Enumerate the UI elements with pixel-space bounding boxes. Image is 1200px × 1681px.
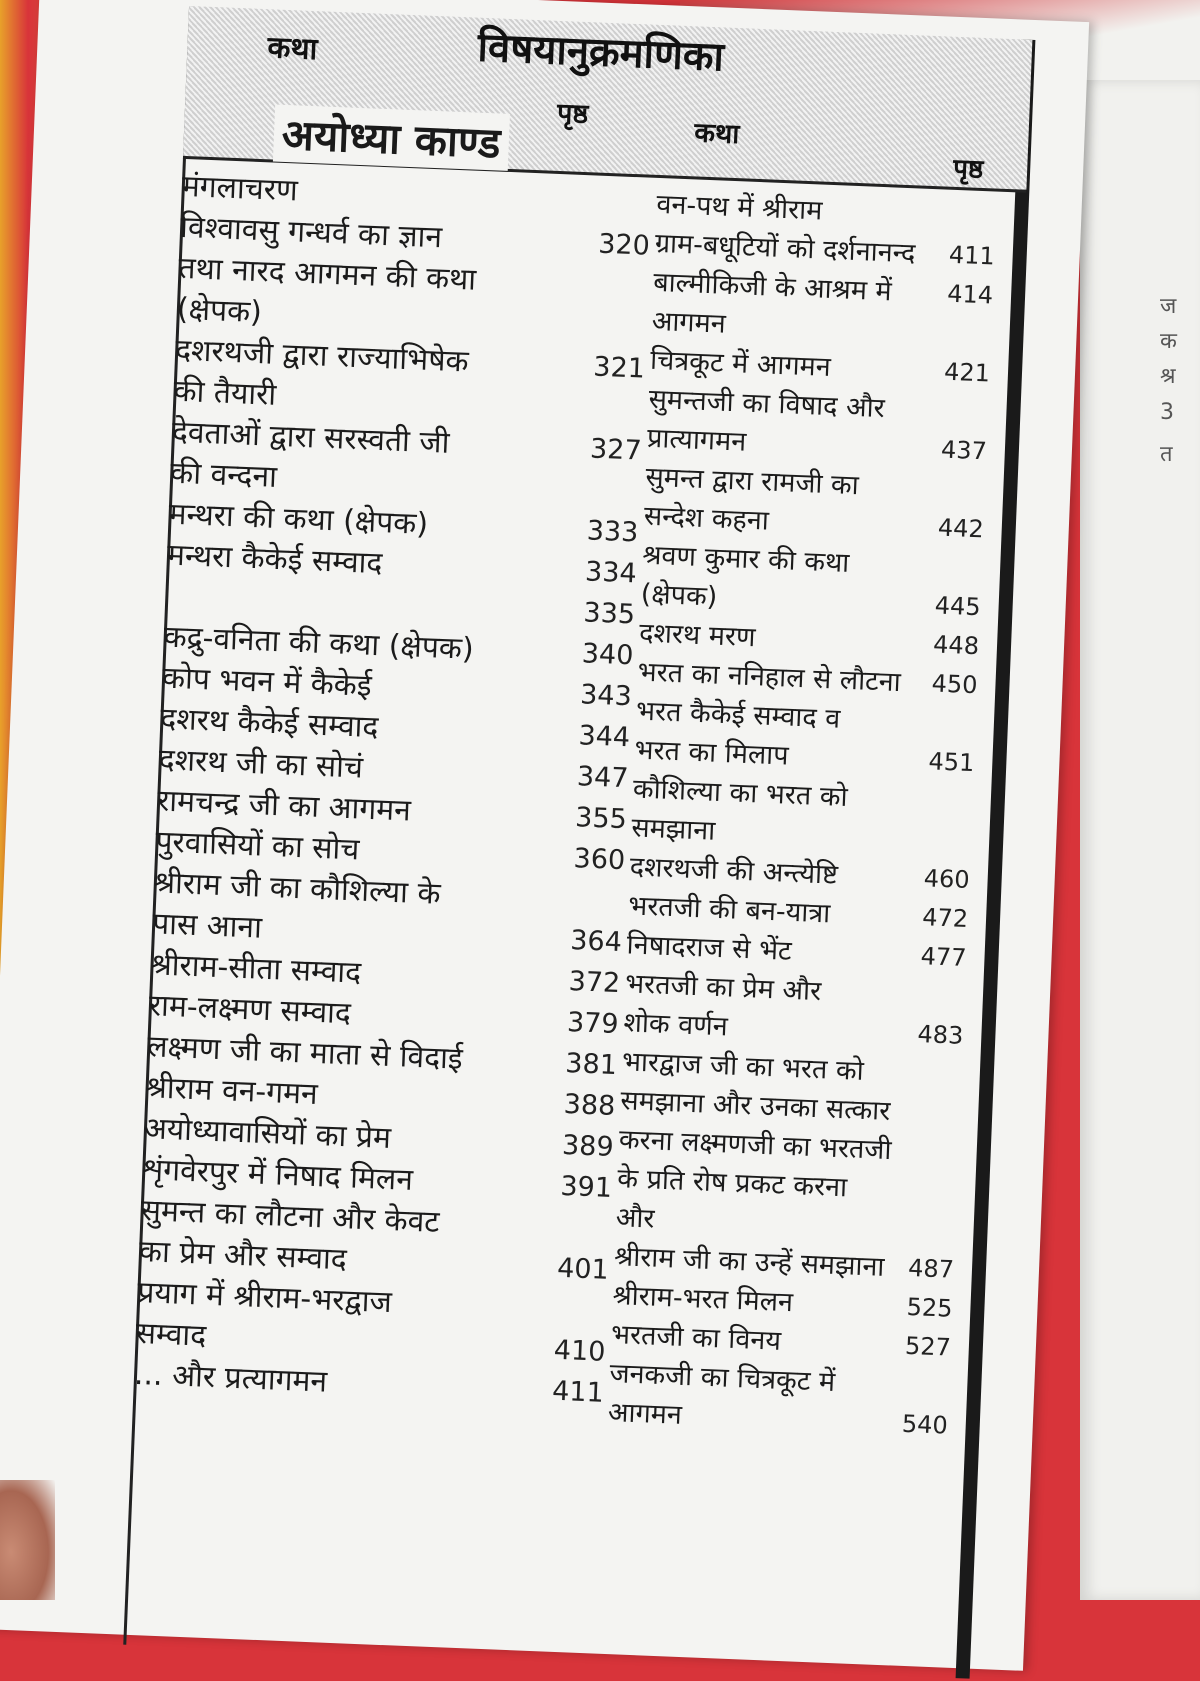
entry-title: आगमन <box>651 305 727 340</box>
entry-page: 401 <box>556 1252 610 1286</box>
entry-title: समझाना और उनका सत्कार <box>619 1085 891 1128</box>
entry-title: दशरथजी की अन्त्येष्टि <box>629 851 839 891</box>
entry-title: ... और प्रत्यागमन <box>133 1356 328 1400</box>
entry-page: 360 <box>573 843 626 877</box>
entry-page: 379 <box>566 1007 620 1041</box>
entry-page: 355 <box>574 802 628 836</box>
entry-title: भरतजी का विनय <box>610 1319 782 1357</box>
next-page-fragment: ज <box>1160 294 1177 319</box>
entry-title: शोक वर्णन <box>623 1007 729 1043</box>
entry-title: शृंगवेरपुर में निषाद मिलन <box>141 1152 414 1198</box>
entry-title: चित्रकूट में आगमन <box>649 344 832 384</box>
section-title: अयोध्या काण्ड <box>273 105 510 171</box>
entry-title: विश्वावसु गन्धर्व का ज्ञान <box>179 209 443 256</box>
entry-page: 343 <box>579 679 633 713</box>
entry-page: 381 <box>564 1047 618 1082</box>
entry-page: 450 <box>931 669 979 700</box>
entry-title: निषादराज से भेंट <box>626 929 793 967</box>
entry-title: कद्रु-वनिता की कथा (क्षेपक) <box>163 619 475 667</box>
entry-page: 540 <box>901 1409 949 1440</box>
next-page-fragment: क <box>1160 329 1177 354</box>
entry-page: 477 <box>920 942 968 972</box>
entry-page: 411 <box>948 240 996 271</box>
entry-page: 327 <box>589 433 643 467</box>
entry-title: श्रीराम जी का कौशिल्या के <box>153 865 442 912</box>
next-page <box>1080 80 1200 1600</box>
entry-title: भरत का मिलाप <box>633 734 790 772</box>
entry-title: (क्षेपक) <box>640 578 718 613</box>
entry-title: सन्देश कहना <box>643 500 770 537</box>
entry-title: दशरथ मरण <box>638 617 757 654</box>
entry-title: समझाना <box>630 812 716 847</box>
entry-page: 334 <box>584 556 638 590</box>
entry-page: 335 <box>582 597 636 631</box>
entry-page: 344 <box>577 720 631 754</box>
column-header-story-right: कथा <box>693 117 740 151</box>
entry-title: की वन्दना <box>169 455 278 495</box>
entry-title: श्रीराम-सीता सम्वाद <box>149 947 362 991</box>
entry-page: 445 <box>934 591 982 622</box>
entry-title: प्रयाग में श्रीराम-भरद्वाज <box>136 1274 393 1321</box>
entry-title: भारद्वाज जी का भरत को <box>621 1046 865 1087</box>
entry-title: बाल्मीकिजी के आश्रम में <box>652 266 893 308</box>
entry-title: भरतजी का प्रेम और <box>624 968 822 1008</box>
entry-title: भरतजी की बन-यात्रा <box>627 890 831 930</box>
column-header-story-left: कथा <box>266 30 319 68</box>
entry-title: मन्थरा की कथा (क्षेपक) <box>167 496 429 542</box>
entry-page: 460 <box>923 864 971 895</box>
entry-title: वन-पथ में श्रीराम <box>655 188 823 227</box>
entry-title: लक्ष्मण जी का माता से विदाई <box>146 1029 464 1077</box>
entry-title: दशरथ कैकेई सम्वाद <box>159 701 380 746</box>
column-header-page-right: पृष्ठ <box>952 153 984 185</box>
entry-page: 527 <box>904 1331 952 1362</box>
entry-title: प्रात्यागमन <box>646 422 747 458</box>
entry-title: पुरवासियों का सोच <box>154 824 361 868</box>
entry-title: कोप भवन में कैकेई <box>161 660 373 704</box>
entry-title: जनकजी का चित्रकूट में <box>608 1357 836 1399</box>
entry-title: आगमन <box>607 1396 683 1431</box>
entry-title: के प्रति रोष प्रकट करना और <box>615 1163 848 1235</box>
entry-title: दशरथ जी का सोचं <box>158 742 364 786</box>
entry-title: सुमन्त द्वारा रामजी का <box>644 461 860 502</box>
entry-page: 364 <box>569 925 623 959</box>
thumb <box>0 1480 55 1600</box>
entry-title: भरत का ननिहाल से लौटना <box>637 656 902 699</box>
entry-page: 388 <box>563 1088 616 1122</box>
entry-page: 372 <box>568 966 621 1000</box>
entry-title: भरत कैकेई सम्वाद व <box>635 695 841 735</box>
entry-title: तथा नारद आगमन की कथा <box>177 250 477 298</box>
entry-title: श्रीराम जी का उन्हें समझाना <box>613 1241 886 1283</box>
entry-title: श्रीराम-भरत मिलन <box>612 1280 794 1319</box>
entry-page: 391 <box>559 1170 613 1204</box>
entry-title: (क्षेपक) <box>176 291 263 331</box>
entry-page: 414 <box>946 279 994 310</box>
entry-page: 333 <box>586 515 639 549</box>
entry-page: 472 <box>921 903 969 933</box>
entry-page: 483 <box>917 1020 964 1050</box>
entry-page: 321 <box>592 351 646 385</box>
entry-page: 451 <box>927 747 975 778</box>
left-column <box>133 166 652 1414</box>
entry-title: राम-लक्ष्मण सम्वाद <box>148 988 352 1032</box>
entry-page: 320 <box>597 228 651 262</box>
entry-title: ग्राम-बधूटियों को दर्शनानन्द <box>654 227 916 270</box>
list-item <box>615 1159 958 1251</box>
entry-title: कौशिल्या का भरत को <box>632 773 849 814</box>
entry-page: 389 <box>561 1129 615 1163</box>
entry-title: करना लक्ष्मणजी का भरतजी <box>618 1124 893 1167</box>
entry-title: देवताओं द्वारा सरस्वती जी <box>171 414 451 461</box>
entry-title: श्रीराम वन-गमन <box>144 1070 319 1113</box>
entry-title: दशरथजी द्वारा राज्याभिषेक <box>174 332 470 380</box>
entry-page: 487 <box>907 1253 955 1284</box>
entry-title: सुमन्तजी का विषाद और <box>648 383 886 425</box>
column-header-page-left: पृष्ठ <box>556 97 589 131</box>
entry-title: सम्वाद <box>135 1315 207 1354</box>
entry-title: की तैयारी <box>172 373 277 413</box>
page-title: विषयानुक्रमणिका <box>476 24 725 81</box>
entry-title: मंगलाचरण <box>181 168 299 209</box>
entry-page: 347 <box>576 761 630 795</box>
entry-title: पास आना <box>151 906 263 946</box>
entry-page: 340 <box>581 638 634 672</box>
entry-title: मन्थरा कैकेई सम्वाद <box>166 537 384 582</box>
entry-page: 421 <box>943 357 991 388</box>
entry-page: 411 <box>551 1375 605 1409</box>
right-column <box>607 185 997 1446</box>
entry-title: सुमन्त का लौटना और केवट <box>139 1193 441 1241</box>
next-page-fragment: 3 <box>1160 400 1174 425</box>
entry-page: 448 <box>932 630 980 661</box>
entry-page: 442 <box>937 513 985 544</box>
entry-page: 525 <box>906 1292 953 1323</box>
entry-title: अयोध्यावासियों का प्रेम <box>143 1111 392 1157</box>
entry-page: 410 <box>553 1334 607 1368</box>
next-page-fragment: त <box>1160 442 1173 467</box>
entry-title: का प्रेम और सम्वाद <box>138 1234 348 1278</box>
entry-title: श्रवण कुमार की कथा <box>641 539 850 579</box>
entry-page: 437 <box>940 435 988 466</box>
next-page-fragment: श्र <box>1160 364 1176 389</box>
entry-title: रामचन्द्र जी का आगमन <box>156 783 412 829</box>
